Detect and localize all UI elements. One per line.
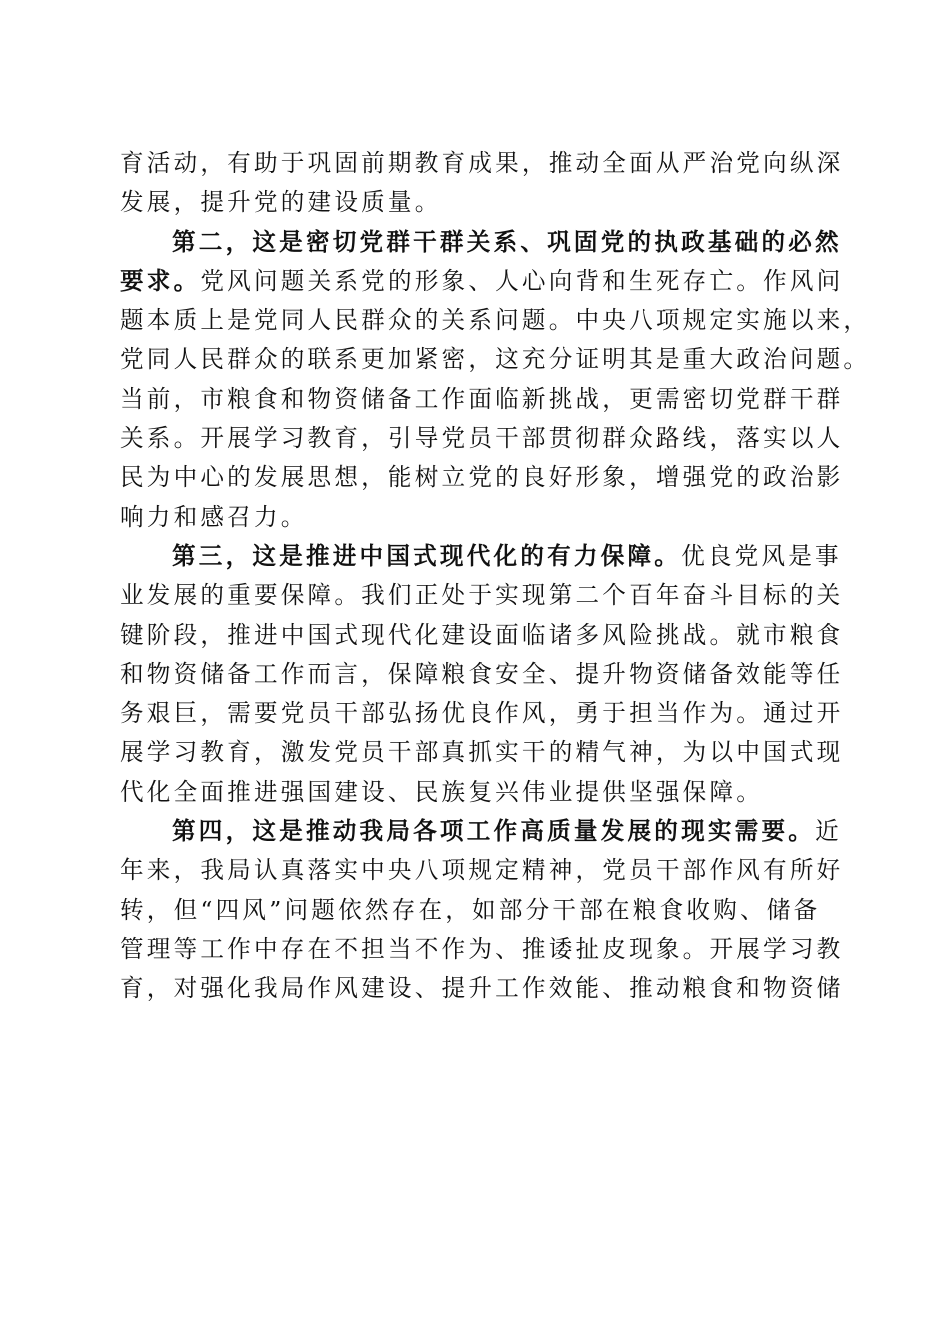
document-body xyxy=(120,144,871,1009)
body-line: 当前，市粮食和物资储备工作面临新挑战，更需密切党群干群 xyxy=(120,384,844,413)
body-line: 和物资储备工作而言，保障粮食安全、提升物资储备效能等任 xyxy=(120,659,844,688)
paragraph-3-text: 优良党风是事 xyxy=(681,541,842,570)
body-line: 年来，我局认真落实中央八项规定精神，党员干部作风有所好 xyxy=(120,856,844,885)
body-line: 关系。开展学习教育，引导党员干部贯彻群众路线，落实以人 xyxy=(120,424,844,453)
paragraph-2-heading: 第二，这是密切党群干群关系、巩固党的执政基础的必然 xyxy=(172,227,842,256)
paragraph-2-text: 党风问题关系党的形象、人心向背和生死存亡。作风问 xyxy=(200,266,844,295)
body-line: 育，对强化我局作风建设、提升工作效能、推动粮食和物资储 xyxy=(120,974,844,1003)
body-line: 响力和感召力。 xyxy=(120,502,308,531)
body-line: 代化全面推进强国建设、民族复兴伟业提供坚强保障。 xyxy=(120,777,764,806)
body-line: 转，但“四风”问题依然存在，如部分干部在粮食收购、储备 xyxy=(120,895,821,924)
body-line: 业发展的重要保障。我们正处于实现第二个百年奋斗目标的关 xyxy=(120,581,844,610)
paragraph-2-second-line xyxy=(120,262,844,301)
body-line: 民为中心的发展思想，能树立党的良好形象，增强党的政治影 xyxy=(120,463,844,492)
body-line: 务艰巨，需要党员干部弘扬优良作风，勇于担当作为。通过开 xyxy=(120,699,844,728)
body-line: 题本质上是党同人民群众的关系问题。中央八项规定实施以来， xyxy=(120,306,871,335)
paragraph-2-heading-end: 要求。 xyxy=(120,266,201,295)
paragraph-3-first-line xyxy=(120,537,842,576)
paragraph-4-first-line xyxy=(120,812,842,851)
body-line: 党同人民群众的联系更加紧密，这充分证明其是重大政治问题。 xyxy=(120,345,871,374)
body-line: 键阶段，推进中国式现代化建设面临诸多风险挑战。就市粮食 xyxy=(120,620,844,649)
body-line: 展学习教育，激发党员干部真抓实干的精气神，为以中国式现 xyxy=(120,738,844,767)
paragraph-3-heading: 第三，这是推进中国式现代化的有力保障。 xyxy=(172,541,682,570)
body-line: 管理等工作中存在不担当不作为、推诿扯皮现象。开展学习教 xyxy=(120,934,844,963)
paragraph-2-first-line xyxy=(120,223,842,262)
paragraph-4-heading: 第四，这是推动我局各项工作高质量发展的现实需要。 xyxy=(172,817,816,846)
body-line: 育活动，有助于巩固前期教育成果，推动全面从严治党向纵深 xyxy=(120,149,844,177)
paragraph-4-text: 近 xyxy=(815,817,842,846)
body-line: 发展，提升党的建设质量。 xyxy=(120,188,442,217)
